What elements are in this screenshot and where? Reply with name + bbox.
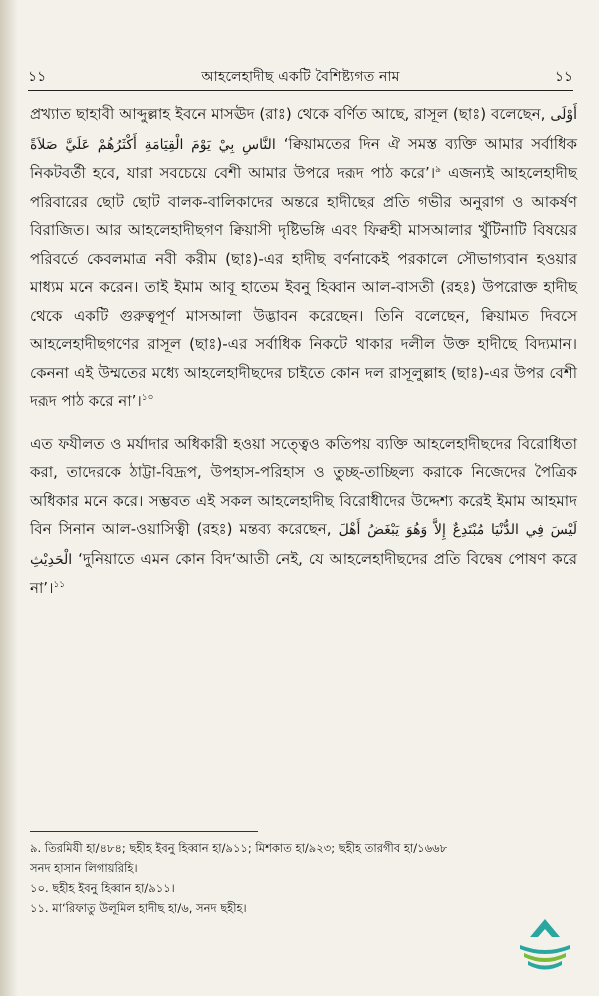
- right-page-number: ১১: [554, 69, 573, 85]
- main-text: [30, 100, 577, 603]
- footnote-9: [30, 838, 577, 878]
- left-page-number: ১১: [28, 69, 47, 85]
- footnote-9-line-2: সনদ হাসান লিগায়রিহি।: [30, 861, 138, 875]
- paragraph-2: [30, 430, 577, 603]
- paragraph-1-text-b: ‘ক্বিয়ামতের দিন ঐ সমস্ত ব্যক্তি আমার সর্বাধিক নিকটবর্তী হবে, যারা সবচেয়ে বেশী আমার উপরে দরূদ পাঠ করে’।: [30, 134, 577, 182]
- paragraph-2-text-a: এত ফযীলত ও মর্যাদার অধিকারী হওয়া সত্ত্বেও কতিপয় ব্যক্তি আহলেহাদীছদের বিরোধিতা করা, তাদেরকে ঠাট্টা-বিদ্রূপ, উপহাস-পরিহাস ও তুচ্ছ-তাচ্ছিল্য করাকে নিজেদের পৈত্রিক অধিকার মনে করে। সম্ভবত এই সকল আহলেহাদীছ বিরোধীদের উদ্দেশ্য করেই ইমাম আহমাদ বিন সিনান আল-ওয়াসিত্বী (রহঃ) মন্তব্য করেছেন,: [30, 434, 577, 538]
- paragraph-1-text-c: এজন্যই আহলেহাদীছ পরিবারের ছোট ছোট বালক-বালিকাদের অন্তরে হাদীছের প্রতি গভীর অনুরাগ ও আকর্ষণ বিরাজিত। আর আহলেহাদীছগণ ক্বিয়াসী দৃষ্টিভঙ্গি এবং ফিক্বহী মাসআলার খুঁটিনাটি বিষয়ের পরিবর্তে কেবলমাত্র নবী করীম (ছাঃ)-এর হাদীছ বর্ণনাকেই পরকালে সৌভাগ্যবান হওয়ার মাধ্যম মনে করেন। তাই ইমাম আবূ হাতেম ইবনু হিব্বান আল-বাসতী (রহঃ) উপরোক্ত হাদীছ থেকে একটি গুরুত্বপূর্ণ মাসআলা উদ্ভাবন করেছেন। তিনি বলেছেন, ক্বিয়ামত দিবসে আহলেহাদীছগণের রাসূল (ছাঃ)-এর সর্বাধিক নিকটে থাকার দলীল উক্ত হাদীছে বিদ্যমান। কেননা এই উম্মতের মধ্যে আহলেহাদীছদের চাইতে কোন দল রাসূলুল্লাহ (ছাঃ)-এর উপর বেশী দরূদ পাঠ করে না’।: [30, 164, 577, 410]
- footnote-9-line-1: ৯. তিরমিযী হা/৪৮৪; ছহীহ ইবনু হিব্বান হা/৯১১; মিশকাত হা/৯২৩; ছহীহ তারগীব হা/১৬৬৮: [30, 841, 448, 855]
- arabic-quote-1: لَيْسَ فِي الدُّنْيَا مُبْتَدِعٌ إِلاَّ وَهُوَ يَبْغَضُ أَهْلَ الْحَدِيْثِ: [30, 522, 577, 568]
- stacked-books-logo: [510, 915, 580, 975]
- running-title: আহলেহাদীছ একটি বৈশিষ্ট্যগত নাম: [201, 69, 400, 85]
- footnotes: [30, 838, 577, 918]
- footnote-rule: [30, 831, 258, 832]
- footnote-10: ১০. ছহীহ ইবনু হিব্বান হা/৯১১।: [30, 881, 175, 895]
- paragraph-1-text-a: প্রখ্যাত ছাহাবী আব্দুল্লাহ ইবনে মাসঊদ (রাঃ) থেকে বর্ণিত আছে, রাসূল (ছাঃ) বলেছেন,: [30, 105, 551, 123]
- footnote-ref-9[interactable]: ৯: [435, 165, 441, 175]
- footnote-ref-10[interactable]: ১০: [141, 393, 154, 403]
- running-header: [28, 66, 573, 88]
- footnote-ref-11[interactable]: ১১: [53, 580, 66, 590]
- paragraph-2-text-b: ‘দুনিয়াতে এমন কোন বিদ‘আতী নেই, যে আহলেহাদীছদের প্রতি বিদ্বেষ পোষণ করে না’।: [30, 549, 577, 597]
- page-gutter-shadow: [0, 0, 18, 996]
- paragraph-1: [30, 100, 577, 416]
- footnote-11: ১১. মা‘রিফাতু উলূমিল হাদীছ হা/৬, সনদ ছহীহ।: [30, 901, 247, 915]
- arabic-hadith-1: أَوْلَى النَّاسِ بِيْ يَوْمَ الْقِيَامَةِ أَكْثَرُهُمْ عَلَيَّ صَلاَةً: [30, 107, 577, 153]
- header-rule: [28, 90, 573, 91]
